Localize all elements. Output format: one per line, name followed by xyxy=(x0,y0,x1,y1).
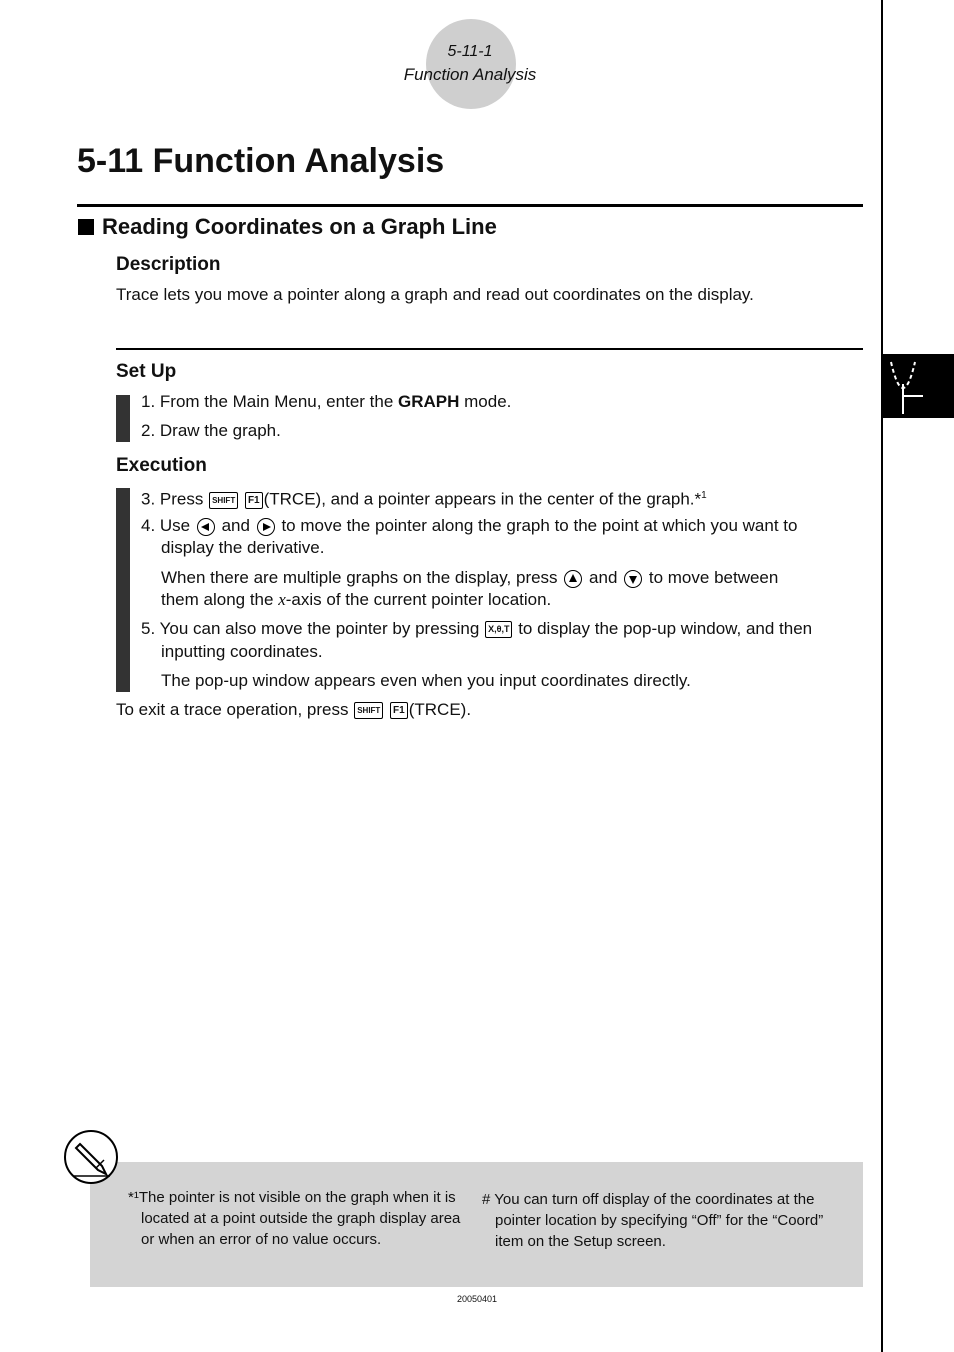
right-arrow-key-icon xyxy=(257,518,275,536)
setup-marker-bar xyxy=(116,395,130,442)
step4-text-end: to move the pointer along the graph to the point at which you want to xyxy=(281,516,798,535)
f1-key-icon: F1 xyxy=(245,492,263,509)
section-heading xyxy=(78,214,497,240)
down-arrow-key-icon xyxy=(624,570,642,588)
step4-note-line2-end: -axis of the current pointer location. xyxy=(285,590,552,609)
page-number: 5-11-1 xyxy=(447,43,493,60)
step4-note-text-end: to move between xyxy=(648,568,779,587)
exit-text: To exit a trace operation, press xyxy=(116,700,349,719)
graph-mode-label: GRAPH xyxy=(398,392,460,411)
up-arrow-key-icon xyxy=(564,570,582,588)
execution-step-5 xyxy=(141,618,812,640)
title-rule xyxy=(77,204,863,207)
chapter-tab xyxy=(883,354,954,418)
graph-tab-icon xyxy=(883,354,954,418)
step4-text: 4. Use xyxy=(141,516,195,535)
step4-note-and: and xyxy=(589,568,618,587)
note-hash: # You can turn off display of the coordinates at the pointer location by specifying “Off” for the “Coord” item on the Setup screen. xyxy=(482,1191,824,1250)
right-margin-rule xyxy=(881,0,883,1352)
step5-text: 5. You can also move the pointer by pressing xyxy=(141,619,480,638)
step4-note xyxy=(161,567,778,589)
step4-line2: display the derivative. xyxy=(161,538,325,557)
step1-text-end: mode. xyxy=(459,392,512,411)
step3-text-end: (TRCE), and a pointer appears in the center of the graph.* xyxy=(263,489,702,509)
step4-note-text: When there are multiple graphs on the display, press xyxy=(161,568,558,587)
footnote-1: *¹The pointer is not visible on the graph when it is located at a point outside the graph display area or when an error of no value occurs. xyxy=(128,1189,461,1248)
execution-step-4 xyxy=(141,515,797,537)
shift-key-icon: SHIFT xyxy=(209,492,238,509)
description-text: Trace lets you move a pointer along a graph and read out coordinates on the display. xyxy=(116,285,754,304)
footnote-ref: 1 xyxy=(701,490,707,501)
execution-marker-bar xyxy=(116,488,130,692)
exit-instruction xyxy=(116,699,471,721)
page-title: 5-11 Function Analysis xyxy=(77,142,445,180)
step1-text: 1. From the Main Menu, enter the xyxy=(141,392,399,411)
step4-and: and xyxy=(221,516,250,535)
step4-note-line2-start: them along the xyxy=(161,590,279,609)
footer-code: 20050401 xyxy=(456,1294,498,1304)
exit-text-end: (TRCE). xyxy=(408,700,472,719)
left-arrow-key-icon xyxy=(197,518,215,536)
square-bullet-icon xyxy=(78,219,94,235)
step5-note: The pop-up window appears even when you input coordinates directly. xyxy=(161,671,691,690)
x-variable: x xyxy=(278,590,286,609)
header-badge xyxy=(426,19,516,109)
f1-key-icon: F1 xyxy=(390,702,408,719)
execution-heading: Execution xyxy=(116,455,207,476)
setup-step-2: 2. Draw the graph. xyxy=(141,421,281,440)
step5-line2: inputting coordinates. xyxy=(161,642,323,661)
execution-step-3 xyxy=(141,485,707,511)
step4-note-line2 xyxy=(161,589,551,611)
section-title-text: Reading Coordinates on a Graph Line xyxy=(102,214,497,239)
x-theta-t-key-icon: X,θ,T xyxy=(485,621,512,638)
pencil-note-icon xyxy=(64,1130,118,1184)
shift-key-icon: SHIFT xyxy=(354,702,383,719)
step5-text-end: to display the pop-up window, and then xyxy=(518,619,813,638)
step3-text: 3. Press xyxy=(141,489,209,509)
setup-step-1 xyxy=(141,391,511,413)
divider xyxy=(116,348,863,350)
header-section: Function Analysis xyxy=(403,65,537,84)
setup-heading: Set Up xyxy=(116,361,177,382)
description-heading: Description xyxy=(116,254,221,275)
